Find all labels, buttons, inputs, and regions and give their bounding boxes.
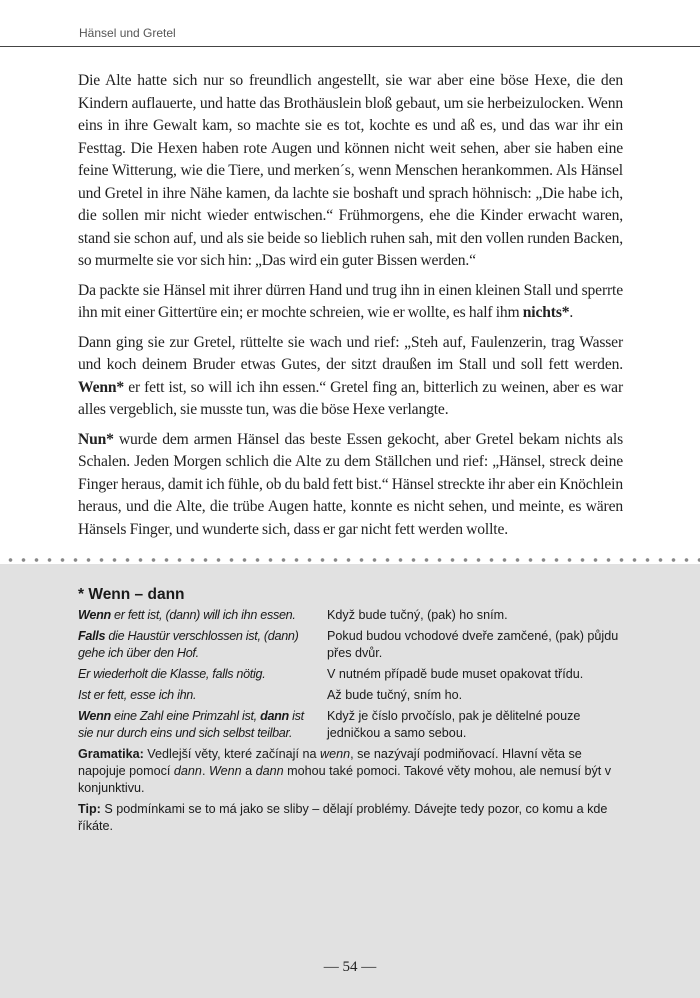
example-row: Wenn er fett ist, (dann) will ich ihn essen. Když bude tučný, (pak) ho sním. bbox=[78, 608, 508, 622]
story-text bbox=[78, 70, 623, 548]
header-rule bbox=[0, 46, 700, 47]
footnote-word: Wenn* bbox=[78, 378, 125, 396]
footnote-word: Nun* bbox=[78, 430, 114, 448]
example-row: Falls die Haustür verschlossen ist, (dann) gehe ich über den Hof. Pokud budou vchodové dveře zamčené, (pak) půjdu přes dvůr. bbox=[78, 629, 619, 660]
example-row: Er wiederholt die Klasse, falls nötig. V nutném případě bude muset opakovat třídu. bbox=[78, 667, 584, 681]
dotted-divider bbox=[0, 556, 700, 564]
grammar-note bbox=[78, 586, 623, 839]
example-row: Ist er fett, esse ich ihn. Až bude tučný, sním ho. bbox=[78, 688, 463, 702]
footnote-word: nichts* bbox=[522, 304, 570, 321]
page-number: — 54 — bbox=[323, 959, 377, 975]
paragraph: Nun* wurde dem armen Hänsel das beste Essen gekocht, aber Gretel bekam nichts als Schalen. Jeden Morgen schlich die Alte zu dem Ställchen und rief: „Hänsel, streck deine Finger heraus, damit ich fühle, ob du bald fett bist.“ Hänsel streckte ihr aber ein Knöchlein heraus, und die Alte, die trübe Augen hatte, konnte es nicht sehen, und meinte, es wären Hänsels Finger, und wunderte sich, dass er gar nicht fett werden wollte. bbox=[78, 430, 623, 538]
paragraph: Dann ging sie zur Gretel, rüttelte sie wach und rief: „Steh auf, Faulenzerin, trag Wasser und koch deinem Bruder etwas Gutes, der sitzt draußen im Stall und soll fett werden. Wenn* er fett ist, so will ich ihn essen.“ Gretel fing an, bitterlich zu weinen, aber es war alles vergeblich, sie musste tun, was die böse Hexe verlangte. bbox=[78, 333, 623, 418]
paragraph: Die Alte hatte sich nur so freundlich angestellt, sie war aber eine böse Hexe, die den Kindern auflauerte, und hatte das Brothäuslein bloß gebaut, um sie herbeizulocken. Wenn eins in ihre Gewalt kam, so machte sie es tot, kochte es und aß es, und das war ihr ein Festtag. Die Hexen haben rote Augen und können nicht weit sehen, aber sie haben eine feine Witterung, wie die Tiere, und merken´s, wenn Menschen herankommen. Als Hänsel und Gretel in ihre Nähe kamen, da lachte sie boshaft und sprach höhnisch: „Die habe ich, die sollen mir nicht wieder entwischen.“ Frühmorgens, ehe die Kinder erwacht waren, stand sie schon auf, und als sie beide so lieblich ruhen sah, mit den vollen runden Backen, so murmelte sie vor sich hin: „Das wird ein guter Bissen werden.“ bbox=[78, 72, 623, 269]
running-header: Hänsel und Gretel bbox=[79, 26, 176, 40]
note-title: * Wenn – dann bbox=[78, 586, 185, 603]
grammar-explanation: Gramatika: Vedlejší věty, které začínají na wenn, se nazývají podmiňovací. Hlavní věta se napojuje pomocí dann. Wenn a dann mohou také pomoci. Takové věty mohou, ale nemusí být v konjunktivu. bbox=[78, 747, 612, 795]
grammar-box bbox=[0, 564, 700, 998]
example-row: Wenn eine Zahl eine Primzahl ist, dann ist sie nur durch eins und sich selbst teilbar. Když je číslo prvočíslo, pak je dělitelné pouze jedničkou a samo sebou. bbox=[78, 709, 581, 740]
paragraph: Da packte sie Hänsel mit ihrer dürren Hand und trug ihn in einen kleinen Stall und sperrte ihn mit einer Gittertüre ein; er mochte schreien, wie er wollte, es half ihm nichts*. bbox=[78, 281, 623, 321]
tip: Tip: S podmínkami se to má jako se sliby – dělají problémy. Dávejte tedy pozor, co komu a kde říkáte. bbox=[78, 802, 608, 833]
